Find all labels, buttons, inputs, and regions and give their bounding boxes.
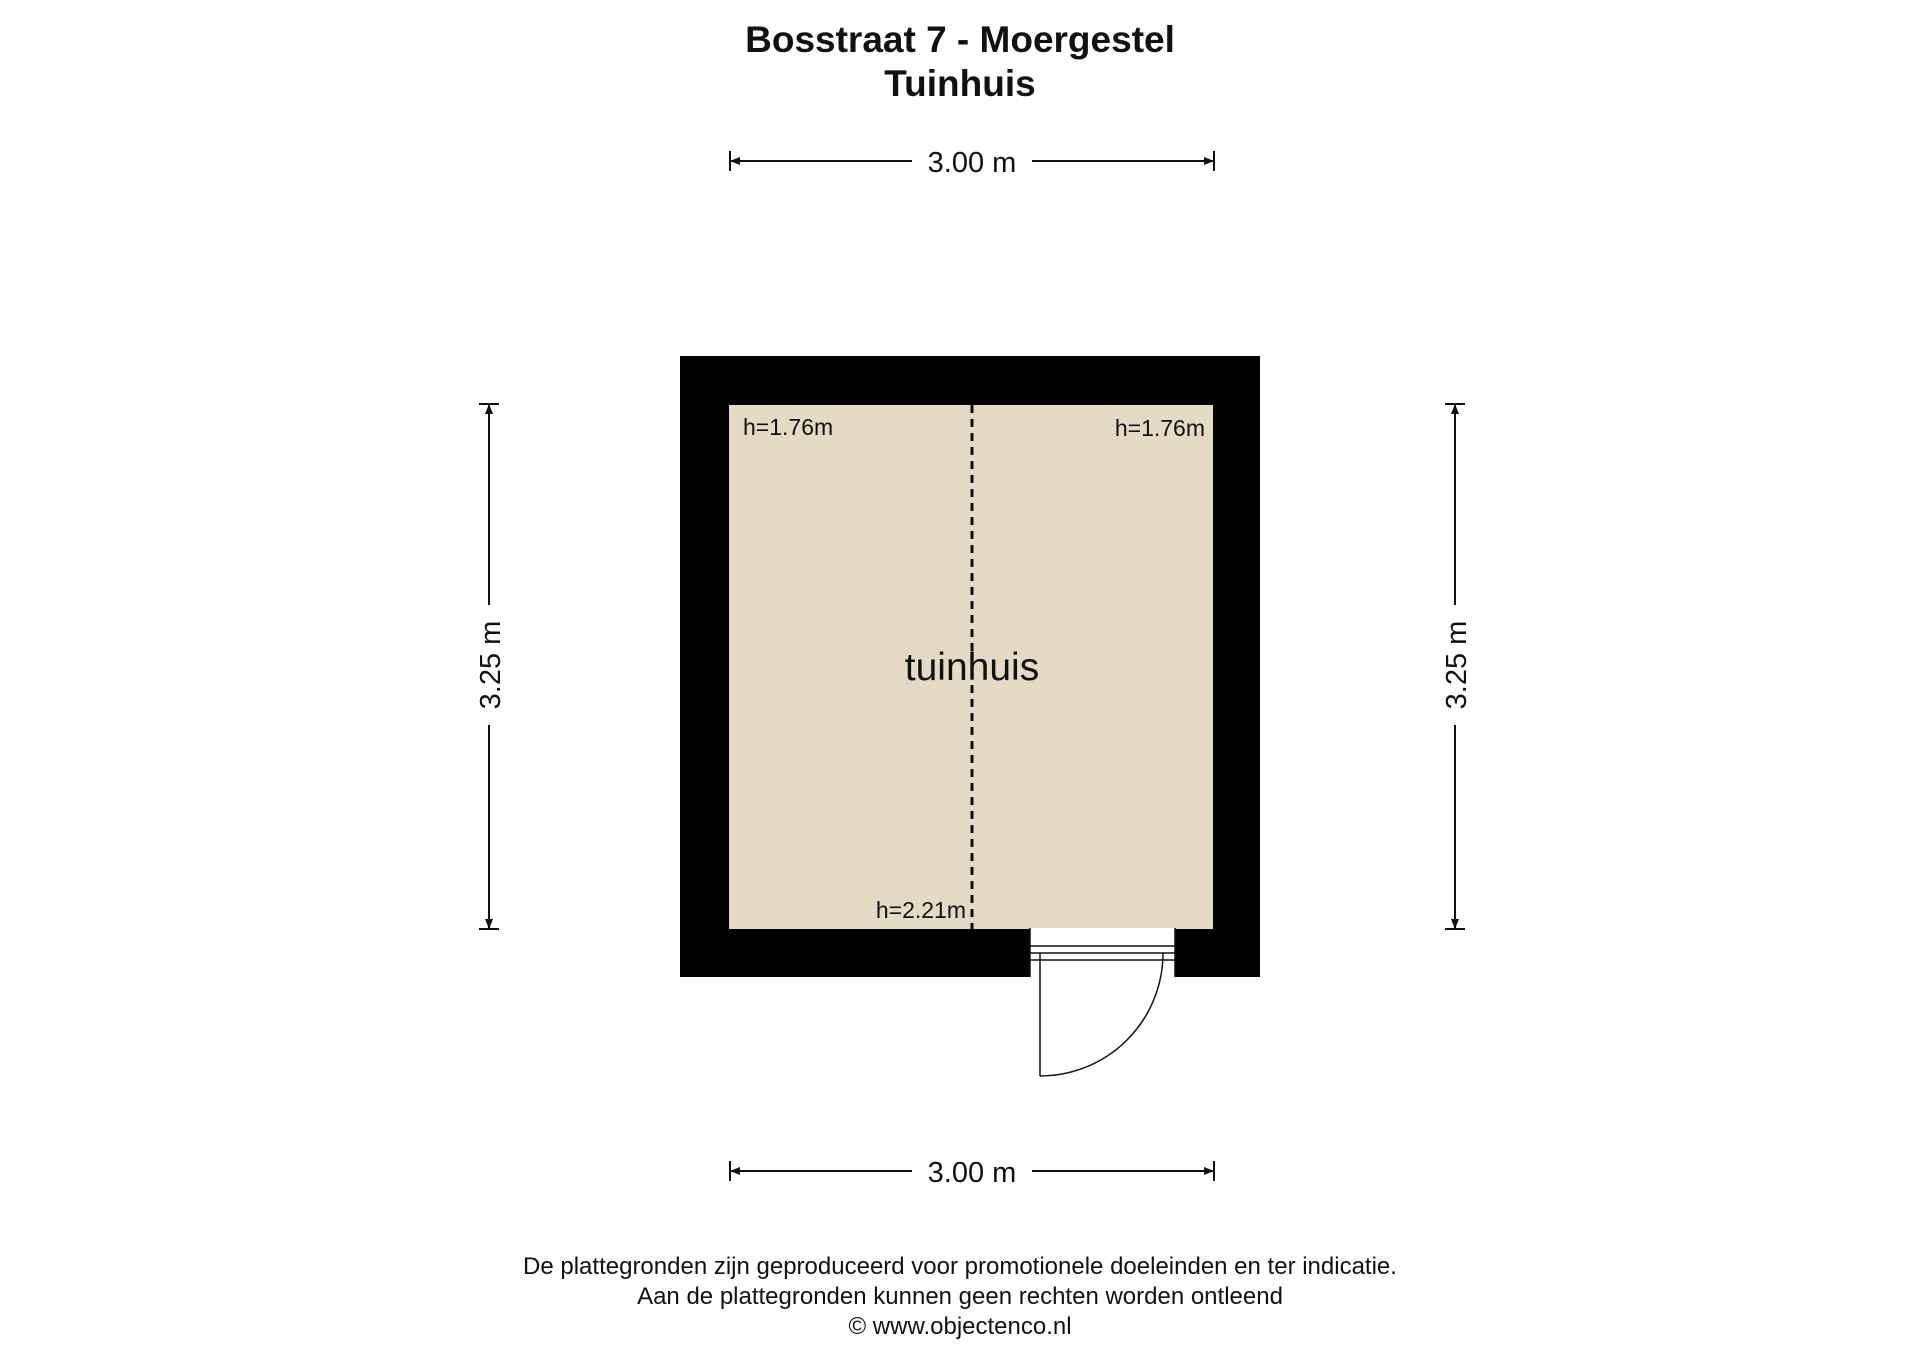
height-label-top-left: h=1.76m <box>743 414 834 440</box>
dimension-label-top: 3.00 m <box>927 147 1017 179</box>
copyright-link[interactable]: © www.objectenco.nl <box>848 1313 1072 1340</box>
height-label-ridge: h=2.21m <box>875 897 966 923</box>
room-label: tuinhuis <box>904 646 1040 689</box>
disclaimer-line-2: Aan de plattegronden kunnen geen rechten worden ontleend <box>637 1283 1283 1310</box>
disclaimer-line-1: De plattegronden zijn geproduceerd voor promotionele doeleinden en ter indicatie. <box>523 1253 1397 1280</box>
dimension-label-left: 3.25 m <box>475 620 507 710</box>
dimension-label-bottom: 3.00 m <box>927 1157 1017 1189</box>
page-subtitle: Tuinhuis <box>884 63 1036 104</box>
page-title: Bosstraat 7 - Moergestel <box>745 19 1175 60</box>
height-label-top-right: h=1.76m <box>1114 415 1205 441</box>
dimension-label-right: 3.25 m <box>1441 620 1473 710</box>
